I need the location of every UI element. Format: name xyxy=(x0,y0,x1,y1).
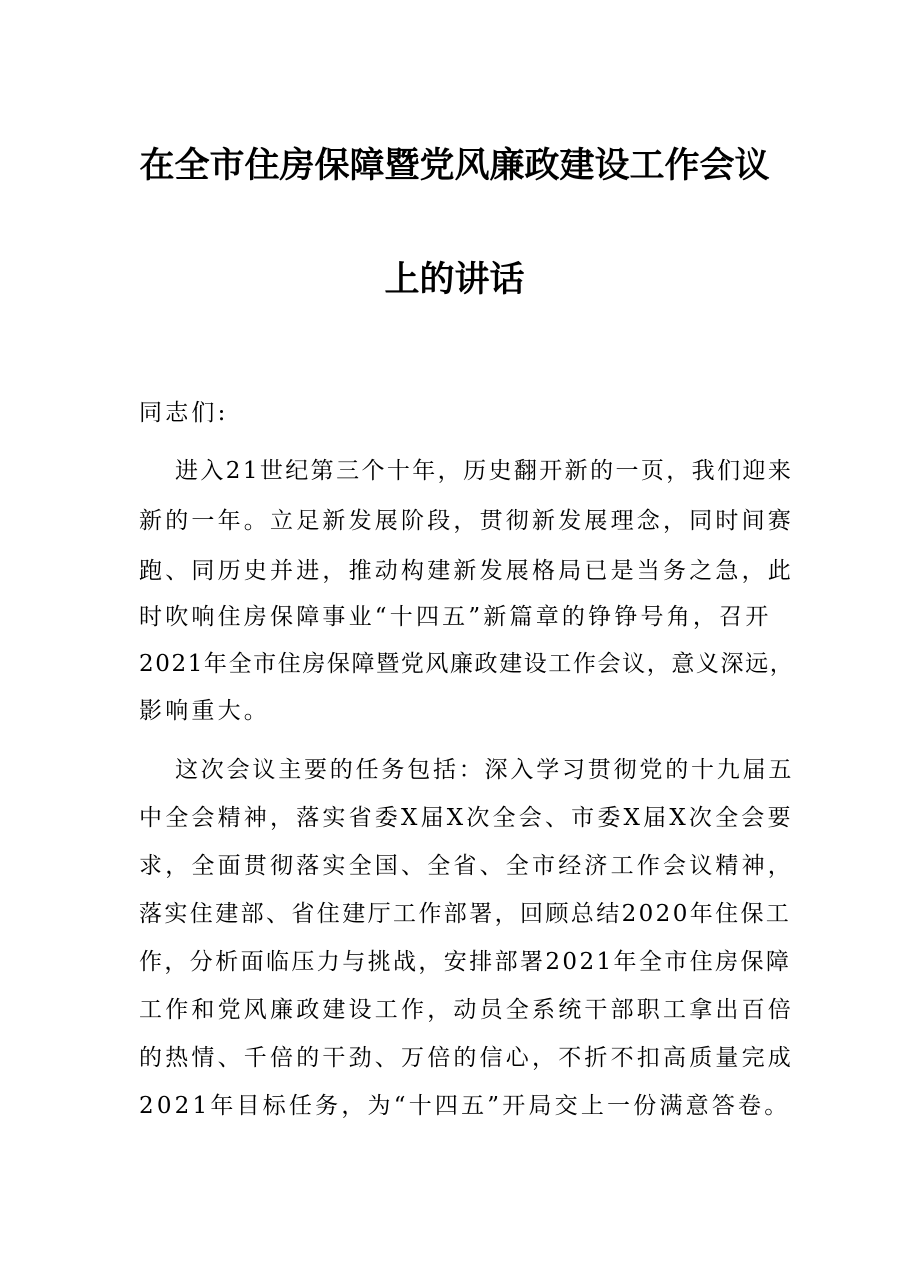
paragraph-1-line-2: 新的一年。立足新发展阶段，贯彻新发展理念，同时间赛 xyxy=(139,508,794,534)
paragraph-1-line-6: 影响重大。 xyxy=(139,698,270,724)
paragraph-2-line-7: 的热情、千倍的干劲、万倍的信心，不折不扣高质量完成 xyxy=(139,1045,794,1071)
paragraph-2-line-6: 工作和党风廉政建设工作，动员全系统干部职工拿出百倍 xyxy=(139,997,794,1023)
document-title-line-1: 在全市住房保障暨党风廉政建设工作会议 xyxy=(139,146,770,186)
paragraph-2-line-3: 求，全面贯彻落实全国、全省、全市经济工作会议精神， xyxy=(139,853,794,879)
paragraph-1-line-1: 进入21世纪第三个十年，历史翻开新的一页，我们迎来 xyxy=(175,458,794,484)
paragraph-1-line-4: 时吹响住房保障事业“十四五”新篇章的铮铮号角，召开 xyxy=(139,604,772,630)
paragraph-2-line-8: 2021年目标任务，为“十四五”开局交上一份满意答卷。 xyxy=(139,1093,791,1119)
paragraph-2-line-2: 中全会精神，落实省委X届X次全会、市委X届X次全会要 xyxy=(139,805,794,831)
salutation: 同志们: xyxy=(139,400,229,426)
paragraph-2-line-4: 落实住建部、省住建厅工作部署，回顾总结2020年住保工 xyxy=(139,901,792,927)
paragraph-1-line-3: 跑、同历史并进，推动构建新发展格局已是当务之急，此 xyxy=(139,558,794,584)
paragraph-1-line-5: 2021年全市住房保障暨党风廉政建设工作会议，意义深远， xyxy=(139,651,795,677)
paragraph-2-line-1: 这次会议主要的任务包括：深入学习贯彻党的十九届五 xyxy=(175,757,795,783)
document-title-line-2: 上的讲话 xyxy=(384,260,525,300)
paragraph-2-line-5: 作，分析面临压力与挑战，安排部署2021年全市住房保障 xyxy=(139,949,792,975)
